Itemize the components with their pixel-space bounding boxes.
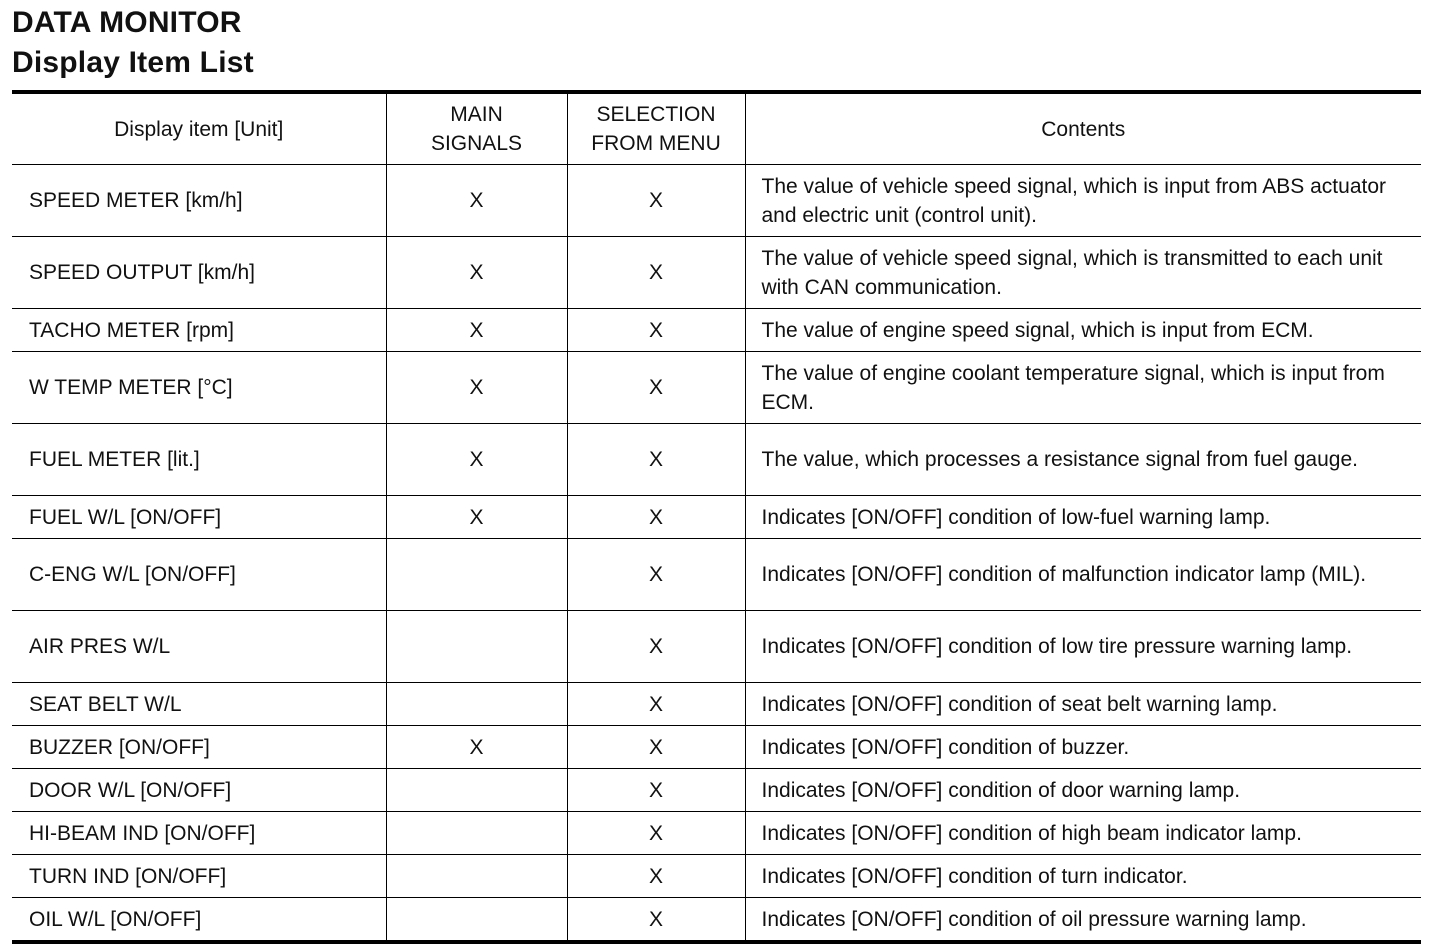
page-subtitle: Display Item List: [12, 46, 254, 79]
main-signals-cell: X: [386, 352, 567, 424]
display-item-cell: FUEL W/L [ON/OFF]: [12, 496, 386, 539]
display-item-cell: OIL W/L [ON/OFF]: [12, 898, 386, 943]
main-signals-cell: [386, 539, 567, 611]
table-row: [12, 855, 1421, 898]
selection-from-menu-cell: X: [567, 769, 745, 812]
selection-from-menu-cell: X: [567, 683, 745, 726]
contents-cell: Indicates [ON/OFF] condition of malfunction indicator lamp (MIL).: [745, 539, 1421, 611]
contents-cell: The value of engine speed signal, which is input from ECM.: [745, 309, 1421, 352]
display-item-cell: C-ENG W/L [ON/OFF]: [12, 539, 386, 611]
selection-from-menu-cell: X: [567, 165, 745, 237]
table-row: [12, 812, 1421, 855]
main-signals-cell: [386, 683, 567, 726]
contents-cell: Indicates [ON/OFF] condition of high beam indicator lamp.: [745, 812, 1421, 855]
table-row: [12, 683, 1421, 726]
main-signals-cell: X: [386, 309, 567, 352]
contents-cell: Indicates [ON/OFF] condition of turn indicator.: [745, 855, 1421, 898]
main-signals-cell: [386, 855, 567, 898]
selection-from-menu-cell: X: [567, 726, 745, 769]
table-row: [12, 424, 1421, 496]
table-row: [12, 496, 1421, 539]
table-row: [12, 165, 1421, 237]
table-row: [12, 237, 1421, 309]
display-item-cell: SEAT BELT W/L: [12, 683, 386, 726]
column-header-display-item: Display item [Unit]: [12, 92, 386, 165]
display-item-cell: HI-BEAM IND [ON/OFF]: [12, 812, 386, 855]
table-row: [12, 352, 1421, 424]
display-item-cell: FUEL METER [lit.]: [12, 424, 386, 496]
selection-from-menu-cell: X: [567, 309, 745, 352]
contents-cell: Indicates [ON/OFF] condition of door warning lamp.: [745, 769, 1421, 812]
contents-cell: The value of vehicle speed signal, which is transmitted to each unit with CAN communication.: [745, 237, 1421, 309]
display-item-cell: AIR PRES W/L: [12, 611, 386, 683]
table-row: [12, 611, 1421, 683]
main-signals-cell: X: [386, 424, 567, 496]
contents-cell: Indicates [ON/OFF] condition of oil pressure warning lamp.: [745, 898, 1421, 943]
display-item-table: [12, 90, 1421, 944]
contents-cell: Indicates [ON/OFF] condition of low-fuel warning lamp.: [745, 496, 1421, 539]
column-header-contents: Contents: [745, 92, 1421, 165]
selection-from-menu-cell: X: [567, 812, 745, 855]
selection-from-menu-cell: X: [567, 898, 745, 943]
contents-cell: Indicates [ON/OFF] condition of buzzer.: [745, 726, 1421, 769]
selection-from-menu-cell: X: [567, 424, 745, 496]
contents-cell: The value of engine coolant temperature signal, which is input from ECM.: [745, 352, 1421, 424]
selection-from-menu-cell: X: [567, 237, 745, 309]
contents-cell: The value of vehicle speed signal, which is input from ABS actuator and electric unit (control unit).: [745, 165, 1421, 237]
display-item-cell: SPEED OUTPUT [km/h]: [12, 237, 386, 309]
display-item-cell: DOOR W/L [ON/OFF]: [12, 769, 386, 812]
main-signals-cell: X: [386, 237, 567, 309]
selection-from-menu-cell: X: [567, 352, 745, 424]
table-row: [12, 539, 1421, 611]
selection-from-menu-cell: X: [567, 496, 745, 539]
contents-cell: The value, which processes a resistance signal from fuel gauge.: [745, 424, 1421, 496]
contents-cell: Indicates [ON/OFF] condition of low tire pressure warning lamp.: [745, 611, 1421, 683]
display-item-cell: W TEMP METER [°C]: [12, 352, 386, 424]
main-signals-cell: [386, 812, 567, 855]
table-row: [12, 309, 1421, 352]
selection-from-menu-cell: X: [567, 611, 745, 683]
table-row: [12, 898, 1421, 943]
title-block: [12, 4, 254, 85]
table-row: [12, 769, 1421, 812]
main-signals-cell: [386, 898, 567, 943]
main-signals-cell: X: [386, 726, 567, 769]
display-item-cell: SPEED METER [km/h]: [12, 165, 386, 237]
display-item-cell: TURN IND [ON/OFF]: [12, 855, 386, 898]
contents-cell: Indicates [ON/OFF] condition of seat belt warning lamp.: [745, 683, 1421, 726]
table-row: [12, 726, 1421, 769]
column-header-main-signals: MAIN SIGNALS: [386, 92, 567, 165]
main-signals-cell: X: [386, 165, 567, 237]
main-signals-cell: X: [386, 496, 567, 539]
main-signals-cell: [386, 769, 567, 812]
display-item-cell: TACHO METER [rpm]: [12, 309, 386, 352]
selection-from-menu-cell: X: [567, 539, 745, 611]
main-signals-cell: [386, 611, 567, 683]
table-header-row: [12, 92, 1421, 165]
display-item-cell: BUZZER [ON/OFF]: [12, 726, 386, 769]
page-title: DATA MONITOR: [12, 6, 242, 39]
column-header-selection-from-menu: SELECTION FROM MENU: [567, 92, 745, 165]
selection-from-menu-cell: X: [567, 855, 745, 898]
